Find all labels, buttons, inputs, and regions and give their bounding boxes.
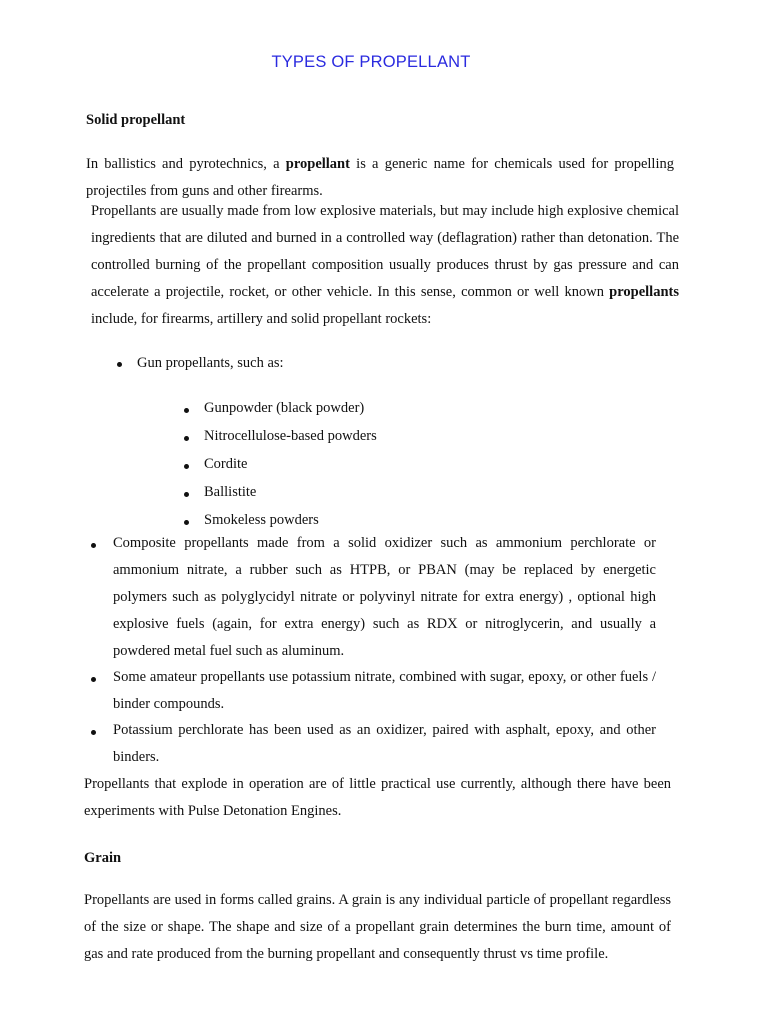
- section-heading-grain: Grain: [84, 850, 122, 866]
- propellants-paragraph: Propellants are usually made from low explosive materials, but may include high explosive chemical ingredients that are diluted and burned in a controlled way (deflagration) rather than detonation. The controlled burning of the propellant composition usually produces thrust by gas pressure and can accelerate a projectile, rocket, or other vehicle. In this sense, common or well known propellants include, for firearms, artillery and solid propellant rockets:: [91, 203, 679, 327]
- list-item-cordite: Cordite: [204, 456, 248, 472]
- list-item-composite: Composite propellants made from a solid oxidizer such as ammonium perchlorate or ammonium nitrate, a rubber such as HTPB, or PBAN (may be replaced by energetic polymers such as polyglycidyl nitrate or polyvinyl nitrate for extra energy) , optional high explosive fuels (again, for extra energy) such as RDX or nitroglycerin, and usually a powdered metal fuel such as aluminum.: [113, 535, 656, 659]
- list-item-nitrocellulose: Nitrocellulose-based powders: [204, 428, 377, 444]
- grain-paragraph: Propellants are used in forms called grains. A grain is any individual particle of propellant regardless of the size or shape. The shape and size of a propellant grain determines the burn time, amount of gas and rate produced from the burning propellant and consequently thrust vs time profile.: [84, 892, 671, 962]
- bullet-dot: [184, 492, 189, 497]
- bullet-dot: [184, 464, 189, 469]
- bullet-dot: [91, 730, 96, 735]
- list-item-gunpowder: Gunpowder (black powder): [204, 400, 365, 416]
- section-heading-solid: Solid propellant: [86, 112, 186, 128]
- page-title: TYPES OF PROPELLANT: [271, 53, 471, 71]
- list-item-amateur: Some amateur propellants use potassium nitrate, combined with sugar, epoxy, or other fuels / binder compounds.: [113, 669, 656, 712]
- list-item-perchlorate: Potassium perchlorate has been used as an oxidizer, paired with asphalt, epoxy, and other binders.: [113, 722, 656, 765]
- bullet-dot: [91, 543, 96, 548]
- bullet-dot: [117, 362, 122, 367]
- list-item-ballistite: Ballistite: [204, 484, 257, 500]
- bullet-dot: [91, 677, 96, 682]
- bullet-dot: [184, 520, 189, 525]
- bullet-dot: [184, 436, 189, 441]
- bullet-dot: [184, 408, 189, 413]
- intro-paragraph: In ballistics and pyrotechnics, a propellant is a generic name for chemicals used for propelling projectiles from guns and other firearms.: [86, 156, 674, 199]
- gun-propellants-label: Gun propellants, such as:: [137, 355, 284, 371]
- closing-paragraph: Propellants that explode in operation are of little practical use currently, although there have been experiments with Pulse Detonation Engines.: [84, 776, 671, 819]
- list-item-smokeless: Smokeless powders: [204, 512, 319, 528]
